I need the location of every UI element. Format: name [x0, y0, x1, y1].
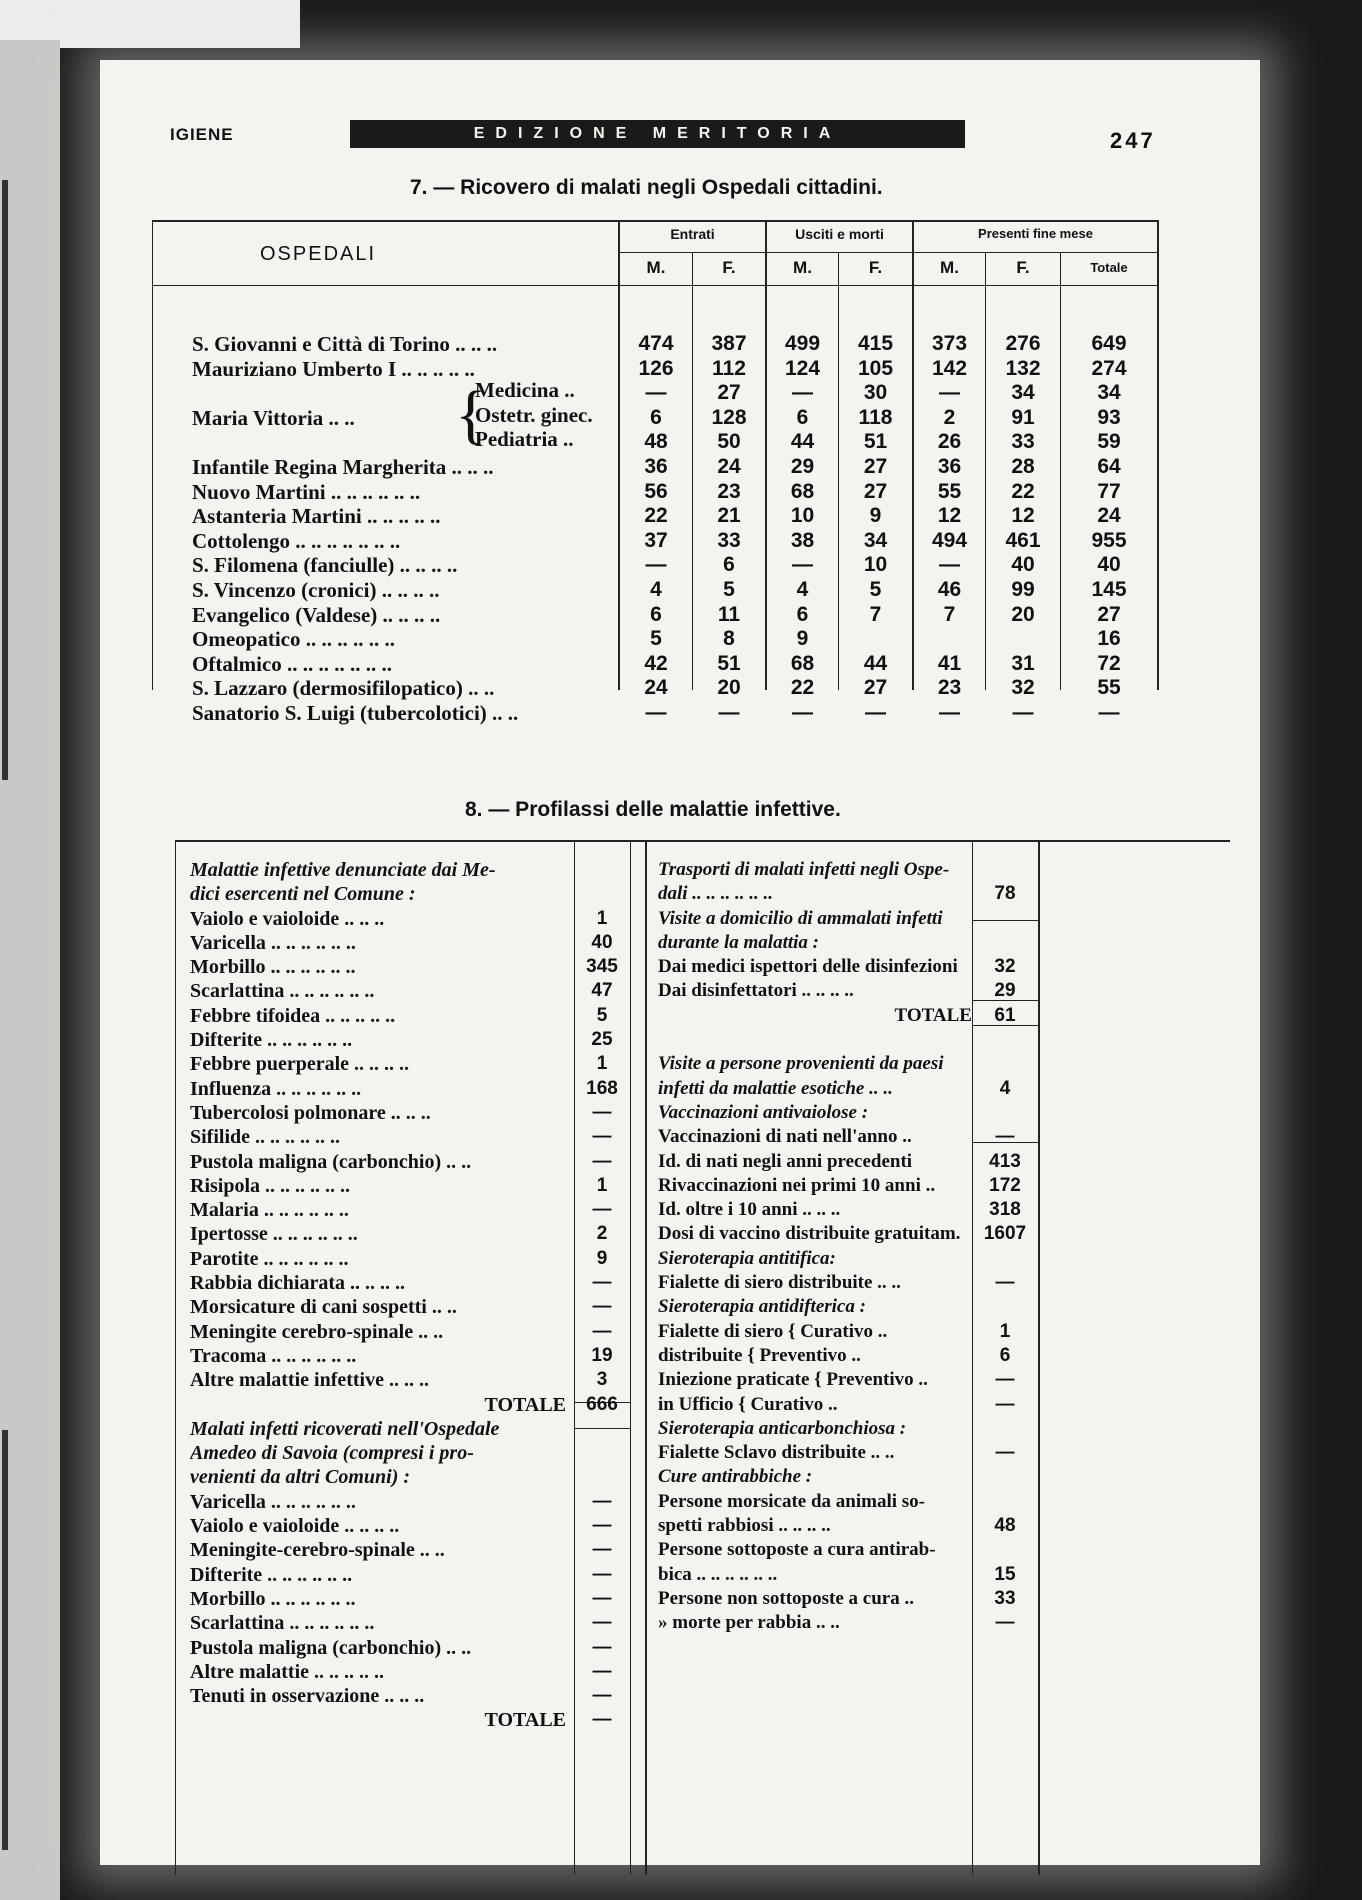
- document-page: [100, 60, 1260, 1865]
- table-row: Cottolengo .. .. .. .. .. .. ..: [192, 528, 401, 553]
- sub-presenti-f: F.: [1016, 258, 1030, 277]
- total-label: TOTALE: [894, 1004, 972, 1026]
- sub-row: Medicina ..: [475, 378, 575, 402]
- brace-icon: {: [455, 378, 487, 451]
- list-item: Febbre tifoidea .. .. .. .. ..: [190, 1004, 396, 1027]
- list-item: Trasporti di malati infetti negli Ospe-: [658, 859, 950, 880]
- section-header: IGIENE: [170, 125, 234, 144]
- list-item: Persone sottoposte a cura antirab-: [658, 1539, 936, 1561]
- list-item: Difterite .. .. .. .. .. ..: [190, 1029, 353, 1052]
- list-item: Fialette Sclavo distribuite .. ..: [658, 1442, 895, 1464]
- list-item: Sieroterapia antidifterica :: [658, 1296, 866, 1318]
- list-item: Fialette di siero { Curativo ..: [658, 1320, 888, 1342]
- list-item: Malati infetti ricoverati nell'Ospedale: [190, 1417, 500, 1440]
- col-ospedali: OSPEDALI: [260, 243, 377, 265]
- list-item: Meningite-cerebro-spinale .. ..: [190, 1539, 445, 1562]
- list-item: Id. oltre i 10 anni .. .. ..: [658, 1199, 841, 1221]
- list-item: Sieroterapia antitifica:: [658, 1247, 836, 1269]
- list-item: Iniezione praticate { Preventivo ..: [658, 1369, 928, 1391]
- table8-left-values: 1 40 345 47 5 25 1 168 — — — 1 — 2 9 — — — 19 3 666 — — — — — — — — — —: [586, 907, 618, 1731]
- list-item: Dai disinfettatori .. .. .. ..: [658, 980, 854, 1002]
- col-usciti-f: 415 105 30 118 51 27 27 9 34 10 5 7 44 27 —: [857, 332, 894, 724]
- list-item: Vaiolo e vaioloide .. .. .. ..: [190, 1515, 400, 1538]
- list-item: Tubercolosi polmonare .. .. ..: [190, 1101, 431, 1124]
- list-item: durante la malattia :: [658, 931, 819, 953]
- list-item: Malaria .. .. .. .. .. ..: [190, 1199, 349, 1222]
- list-item: Vaiolo e vaioloide .. .. ..: [190, 907, 385, 930]
- header-band: EDIZIONE MERITORIA: [350, 120, 965, 148]
- sub-row: Pediatria ..: [475, 427, 574, 452]
- table-row: Mauriziano Umberto I .. .. .. .. ..: [192, 356, 475, 381]
- list-item: Cure antirabbiche :: [658, 1466, 813, 1488]
- maria-vittoria-subdivisions: [475, 378, 593, 452]
- list-item: dici esercenti nel Comune :: [190, 883, 416, 906]
- list-item: Pustola maligna (carbonchio) .. ..: [190, 1150, 472, 1173]
- col-entrati-f: 387 112 27 128 50 24 23 21 33 6 5 11 8 51 20 —: [711, 332, 747, 724]
- table7-title: 7. — Ricovero di malati negli Ospedali cittadini.: [410, 176, 883, 199]
- table-row: S. Giovanni e Città di Torino .. .. ..: [192, 332, 498, 356]
- list-item: in Ufficio { Curativo ..: [658, 1393, 838, 1415]
- list-item: Malattie infettive denunciate dai Me-: [190, 859, 496, 881]
- table-row: Astanteria Martini .. .. .. .. ..: [192, 504, 441, 529]
- list-item: Meningite cerebro-spinale .. ..: [190, 1320, 444, 1343]
- list-item: Fialette di siero distribuite .. ..: [658, 1272, 901, 1294]
- table-row: Sanatorio S. Luigi (tubercolotici) .. ..: [192, 700, 519, 725]
- table8-right-labels: [658, 858, 976, 1636]
- list-item: distribuite { Preventivo ..: [658, 1344, 861, 1366]
- sub-usciti-f: F.: [868, 258, 883, 277]
- list-item: venienti da altri Comuni) :: [190, 1466, 411, 1489]
- list-item: Sieroterapia anticarbonchiosa :: [658, 1417, 907, 1439]
- list-item: infetti da malattie esotiche .. ..: [658, 1077, 893, 1099]
- list-item: Febbre puerperale .. .. .. ..: [190, 1053, 410, 1076]
- total-label: TOTALE: [484, 1709, 566, 1732]
- list-item: Ipertosse .. .. .. .. .. ..: [190, 1223, 358, 1246]
- list-item: Varicella .. .. .. .. .. ..: [190, 1490, 356, 1513]
- list-item: Vaccinazioni antivaiolose :: [658, 1101, 869, 1123]
- col-presenti-m: 373 142 — 2 26 36 55 12 494 — 46 7 41 23 —: [931, 332, 968, 724]
- list-item: Visite a domicilio di ammalati infetti: [658, 907, 943, 929]
- table-row: Nuovo Martini .. .. .. .. .. ..: [192, 479, 421, 504]
- table-row: Omeopatico .. .. .. .. .. ..: [192, 627, 395, 652]
- group-presenti: Presenti fine mese: [978, 226, 1093, 241]
- col-usciti-m: 499 124 — 6 44 29 68 10 38 — 4 6 9 68 22 —: [784, 332, 821, 724]
- list-item: Visite a persone provenienti da paesi: [658, 1053, 944, 1075]
- table-row: Evangelico (Valdese) .. .. .. ..: [192, 602, 441, 627]
- group-usciti: Usciti e morti: [795, 226, 884, 242]
- group-entrati: Entrati: [670, 226, 715, 242]
- list-item: spetti rabbiosi .. .. .. ..: [658, 1515, 831, 1537]
- col-presenti-totale: 649 274 34 93 59 64 77 24 955 40 145 27 16 72 55 —: [1091, 332, 1127, 724]
- list-item: Parotite .. .. .. .. .. ..: [190, 1247, 349, 1270]
- sub-totale: Totale: [1090, 260, 1128, 275]
- list-item: Sifilide .. .. .. .. .. ..: [190, 1126, 341, 1149]
- list-item: Persone non sottoposte a cura ..: [658, 1587, 914, 1609]
- table-row: Infantile Regina Margherita .. .. ..: [192, 454, 494, 479]
- list-item: dali .. .. .. .. .. ..: [658, 883, 774, 905]
- sub-usciti-m: M.: [793, 258, 812, 277]
- table-row: S. Lazzaro (dermosifilopatico) .. ..: [192, 676, 495, 701]
- table8-right-values: 78 32 29 61 4 — 413 172 318 1607 — 1 6 — — — 48 15 33 —: [983, 883, 1027, 1634]
- table-row: S. Filomena (fanciulle) .. .. .. ..: [192, 553, 458, 578]
- sub-entrati-f: F.: [722, 258, 736, 277]
- list-item: Dai medici ispettori delle disinfezioni: [658, 956, 958, 978]
- sub-entrati-m: M.: [646, 258, 666, 277]
- list-item: » morte per rabbia .. ..: [658, 1612, 840, 1634]
- table-row: S. Vincenzo (cronici) .. .. .. ..: [192, 577, 440, 602]
- table8-left-labels: [190, 858, 570, 1733]
- page-number: 247: [1110, 128, 1156, 153]
- list-item: bica .. .. .. .. .. ..: [658, 1563, 778, 1585]
- list-item: Dosi di vaccino distribuite gratuitam.: [658, 1223, 961, 1245]
- col-presenti-f: 276 132 34 91 33 28 22 12 461 40 99 20 31 32 —: [1005, 332, 1041, 724]
- list-item: Morbillo .. .. .. .. .. ..: [190, 1587, 356, 1610]
- list-item: Persone morsicate da animali so-: [658, 1490, 926, 1512]
- table-row: Oftalmico .. .. .. .. .. .. ..: [192, 651, 393, 676]
- list-item: [658, 1028, 976, 1052]
- list-item: Id. di nati negli anni precedenti: [658, 1150, 913, 1172]
- list-item: Rivaccinazioni nei primi 10 anni ..: [658, 1174, 936, 1196]
- list-item: Influenza .. .. .. .. .. ..: [190, 1077, 362, 1100]
- list-item: Rabbia dichiarata .. .. .. ..: [190, 1272, 406, 1295]
- list-item: Tracoma .. .. .. .. .. ..: [190, 1344, 357, 1367]
- list-item: Tenuti in osservazione .. .. ..: [190, 1685, 425, 1708]
- list-item: Morsicature di cani sospetti .. ..: [190, 1296, 457, 1319]
- list-item: Difterite .. .. .. .. .. ..: [190, 1563, 353, 1586]
- col-entrati-m: 474 126 — 6 48 36 56 22 37 — 4 6 5 42 24 —: [638, 332, 674, 724]
- sub-row: Ostetr. ginec.: [475, 402, 593, 427]
- list-item: Morbillo .. .. .. .. .. ..: [190, 956, 356, 979]
- table-row: Maria Vittoria .. ..: [192, 405, 355, 430]
- list-item: Risipola .. .. .. .. .. ..: [190, 1174, 351, 1197]
- list-item: Scarlattina .. .. .. .. .. ..: [190, 1612, 375, 1635]
- sub-presenti-m: M.: [940, 258, 959, 277]
- list-item: Altre malattie .. .. .. .. ..: [190, 1660, 385, 1683]
- table8-title: 8. — Profilassi delle malattie infettive.: [465, 798, 841, 821]
- list-item: Pustola maligna (carbonchio) .. ..: [190, 1636, 472, 1659]
- list-item: Vaccinazioni di nati nell'anno ..: [658, 1126, 912, 1148]
- list-item: Scarlattina .. .. .. .. .. ..: [190, 980, 375, 1003]
- list-item: Varicella .. .. .. .. .. ..: [190, 931, 356, 954]
- total-label: TOTALE: [484, 1393, 566, 1416]
- list-item: Altre malattie infettive .. .. ..: [190, 1369, 429, 1392]
- list-item: Amedeo di Savoia (compresi i pro-: [190, 1442, 474, 1465]
